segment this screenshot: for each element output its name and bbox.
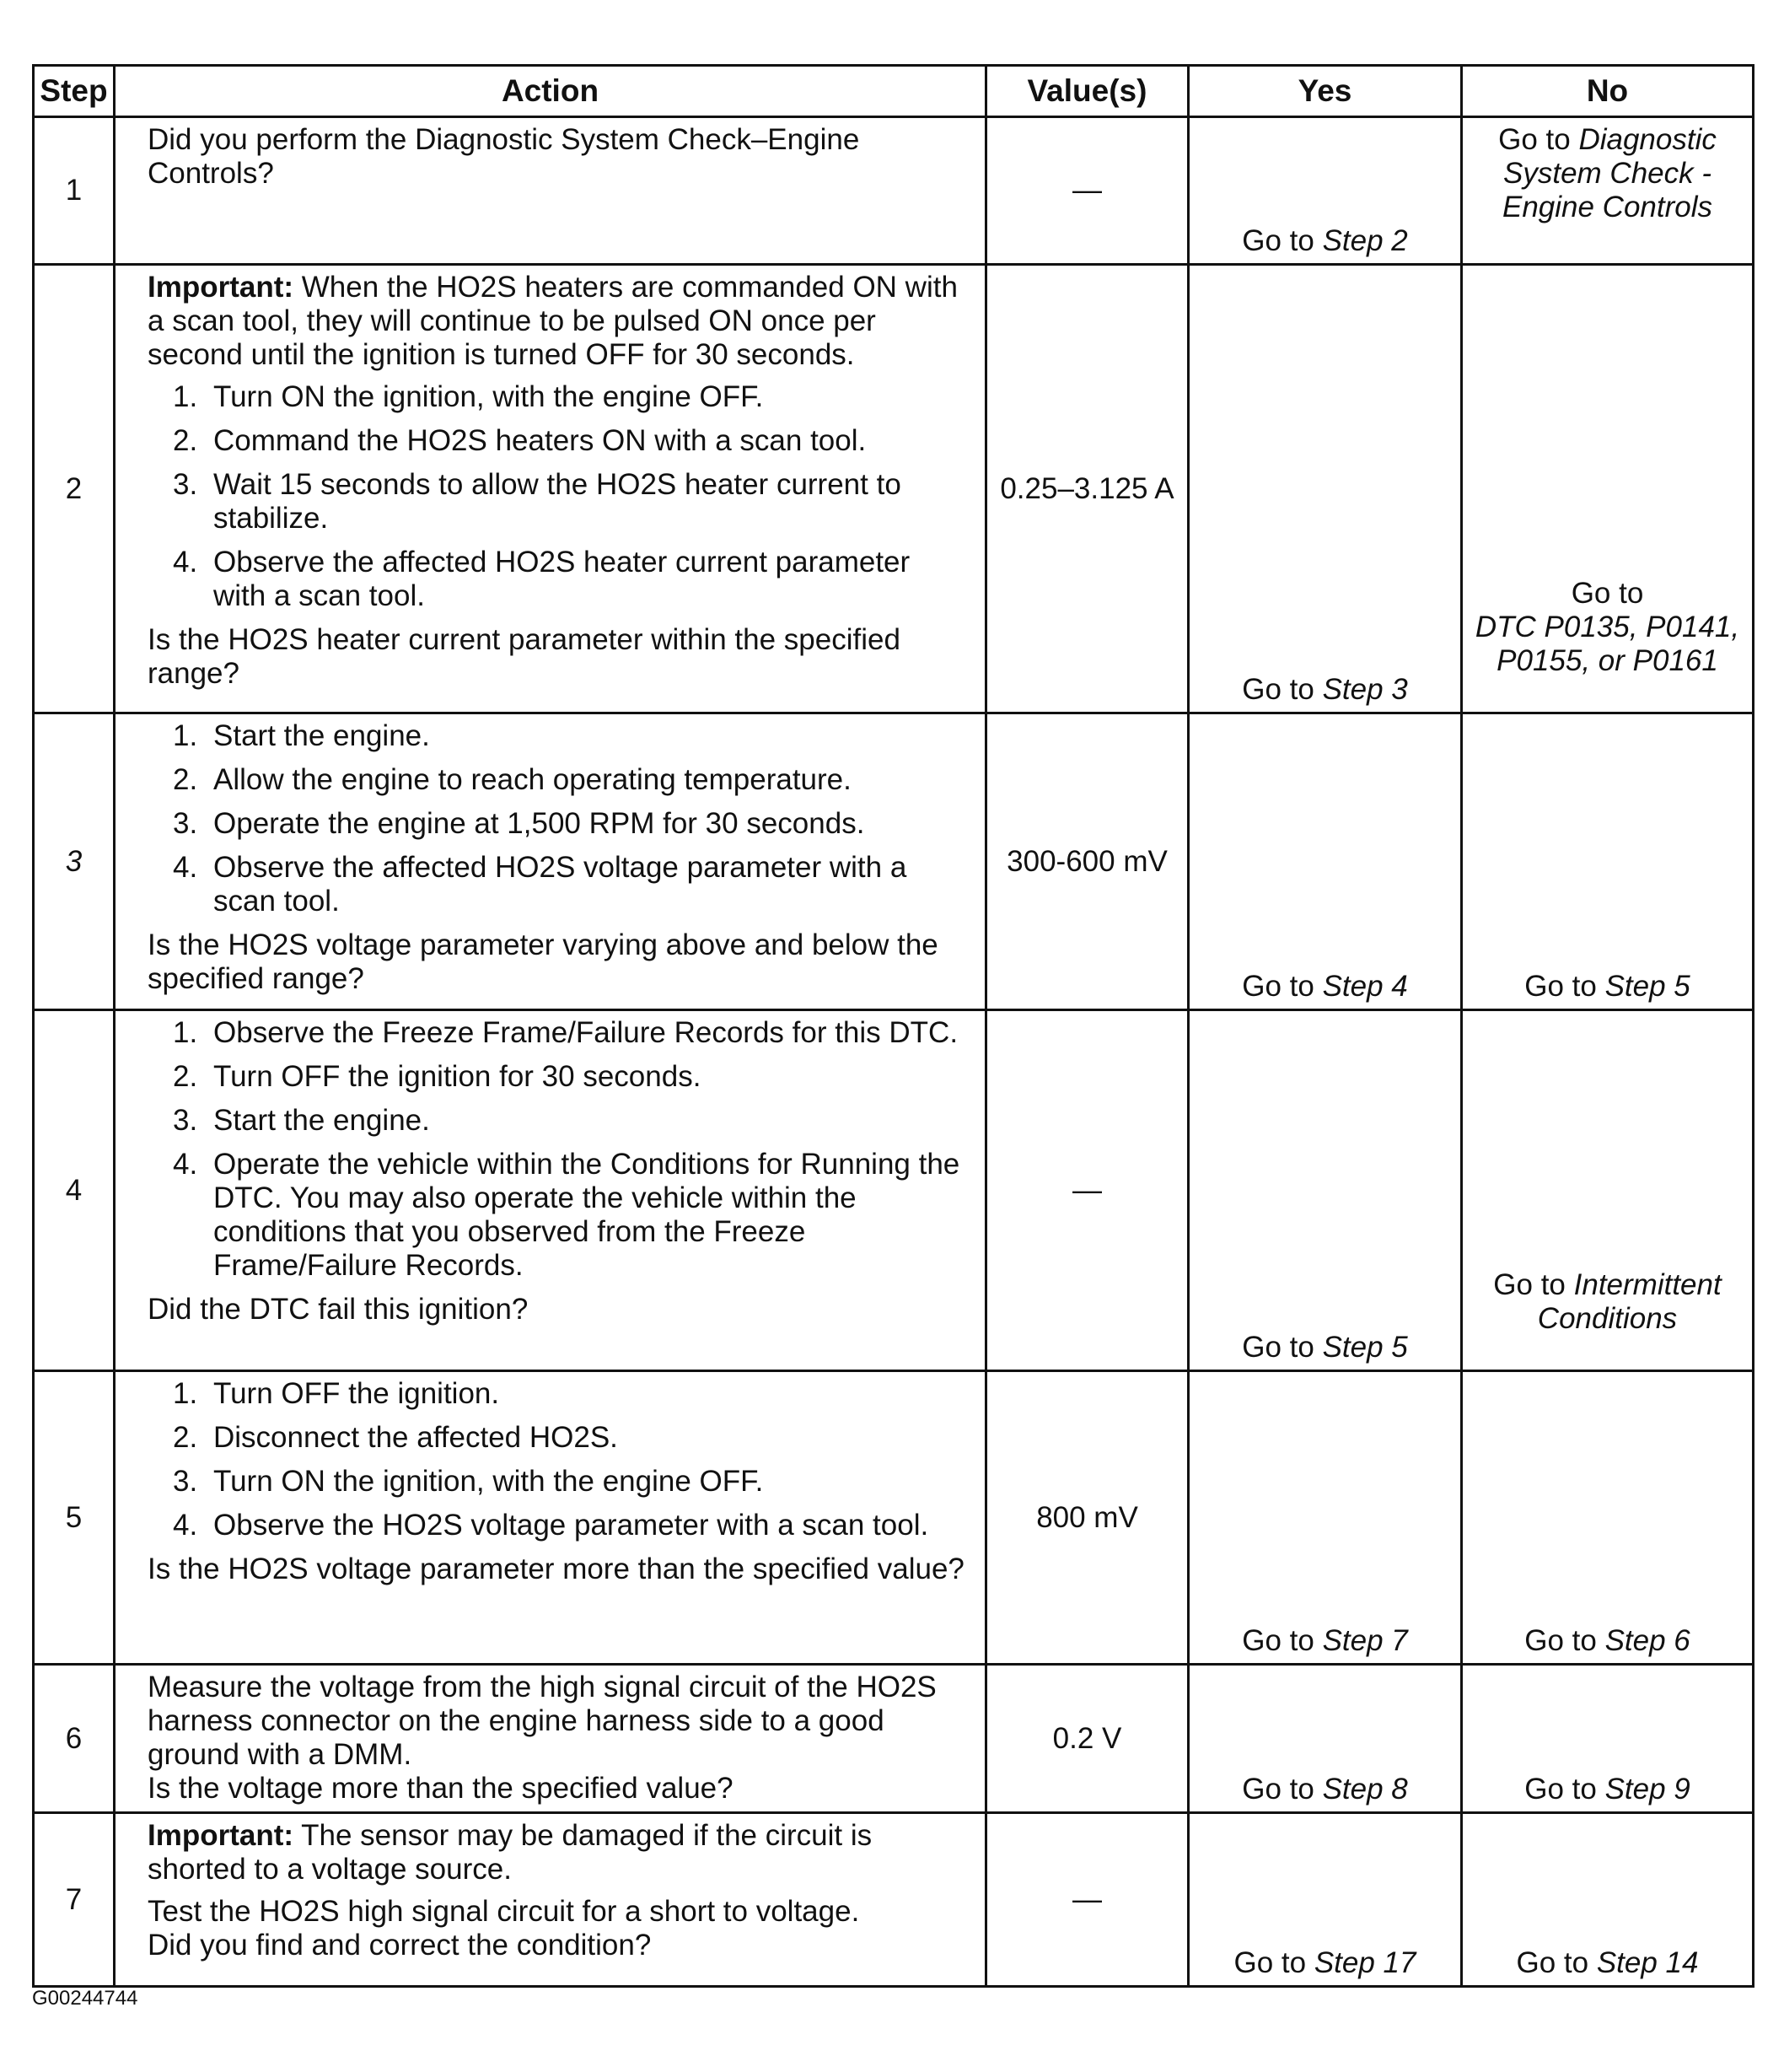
question-text: Is the voltage more than the specified value? (148, 1772, 733, 1805)
no-link[interactable]: Diagnostic System Check - Engine Controls (1502, 123, 1717, 223)
action-cell (115, 265, 986, 713)
yes-prefix: Go to (1242, 1331, 1323, 1364)
yes-cell (1189, 713, 1462, 1010)
yes-prefix: Go to (1242, 673, 1323, 706)
question-text: Is the HO2S voltage parameter varying above and below the specified range? (148, 928, 938, 995)
yes-prefix: Go to (1242, 224, 1323, 257)
yes-cell (1189, 117, 1462, 265)
question-text: Did you find and correct the condition? (148, 1929, 652, 1962)
step-number: 2 (34, 265, 115, 713)
table-row (34, 1010, 1754, 1371)
list-item: 3. Start the engine. (173, 1104, 430, 1137)
yes-cell (1189, 1371, 1462, 1665)
list-item: 4. Observe the affected HO2S heater current parameter with a scan tool. (173, 546, 911, 612)
yes-prefix: Go to (1242, 1624, 1323, 1657)
table-row (34, 713, 1754, 1010)
no-prefix: Go to (1516, 1946, 1597, 1979)
important-label: Important: (148, 1819, 294, 1852)
yes-cell (1189, 265, 1462, 713)
no-link[interactable]: Step 5 (1604, 970, 1690, 1003)
no-cell (1462, 1665, 1754, 1813)
no-cell (1462, 1813, 1754, 1987)
no-link[interactable]: Intermittent Conditions (1537, 1268, 1722, 1335)
no-link[interactable]: Step 6 (1604, 1624, 1690, 1657)
table-row (34, 1813, 1754, 1987)
diagnostic-table (32, 64, 1754, 1988)
yes-link[interactable]: Step 7 (1322, 1624, 1408, 1657)
list-item: 1. Turn ON the ignition, with the engine OFF. (173, 380, 764, 413)
header-action: Action (115, 66, 986, 117)
list-item: 1. Observe the Freeze Frame/Failure Records for this DTC. (173, 1016, 959, 1049)
table-row (34, 117, 1754, 265)
important-note (148, 271, 968, 372)
value-cell: — (986, 1813, 1189, 1987)
yes-link[interactable]: Step 4 (1322, 970, 1408, 1003)
no-cell (1462, 265, 1754, 713)
table-row (34, 265, 1754, 713)
list-item: 2. Turn OFF the ignition for 30 seconds. (173, 1060, 701, 1093)
yes-link[interactable]: Step 8 (1322, 1773, 1408, 1806)
yes-prefix: Go to (1242, 970, 1323, 1003)
no-cell (1462, 1371, 1754, 1665)
yes-link[interactable]: Step 3 (1322, 673, 1408, 706)
step-number: 3 (34, 713, 115, 1010)
value-cell: — (986, 1010, 1189, 1371)
no-link[interactable]: Step 14 (1596, 1946, 1699, 1979)
step-number: 5 (34, 1371, 115, 1665)
header-no: No (1462, 66, 1754, 117)
yes-link[interactable]: Step 5 (1322, 1331, 1408, 1364)
list-item: 2. Allow the engine to reach operating temperature. (173, 763, 852, 796)
yes-cell (1189, 1813, 1462, 1987)
list-item: 2. Disconnect the affected HO2S. (173, 1421, 618, 1454)
no-prefix: Go to (1498, 123, 1579, 156)
no-cell (1462, 117, 1754, 265)
yes-link[interactable]: Step 17 (1314, 1946, 1416, 1979)
no-link[interactable]: Step 9 (1604, 1773, 1690, 1806)
no-prefix: Go to (1524, 970, 1605, 1003)
value-cell: 800 mV (986, 1371, 1189, 1665)
yes-prefix: Go to (1233, 1946, 1314, 1979)
list-item: 3. Turn ON the ignition, with the engine OFF. (173, 1465, 764, 1498)
procedure-list (148, 380, 968, 613)
question-text: Is the HO2S heater current parameter within the specified range? (148, 623, 900, 690)
action-text: Test the HO2S high signal circuit for a short to voltage. (148, 1895, 860, 1928)
no-prefix: Go to (1524, 1773, 1605, 1806)
yes-cell (1189, 1665, 1462, 1813)
list-item: 4. Observe the HO2S voltage parameter with a scan tool. (173, 1509, 929, 1542)
document-id: G00244744 (32, 1987, 138, 2010)
table-row (34, 1665, 1754, 1813)
list-item: 4. Observe the affected HO2S voltage parameter with a scan tool. (173, 851, 907, 918)
yes-prefix: Go to (1242, 1773, 1323, 1806)
important-text: The sensor may be damaged if the circuit is shorted to a voltage source. (148, 1819, 873, 1886)
important-text: When the HO2S heaters are commanded ON with a scan tool, they will continue to be pulsed ON once per second until the ignition is turned OFF for 30 seconds. (148, 271, 958, 371)
value-cell: 0.25–3.125 A (986, 265, 1189, 713)
header-value: Value(s) (986, 66, 1189, 117)
action-cell (115, 117, 986, 265)
no-prefix: Go to (1524, 1624, 1605, 1657)
question-text: Did the DTC fail this ignition? (148, 1293, 529, 1326)
header-yes: Yes (1189, 66, 1462, 117)
list-item: 4. Operate the vehicle within the Conditions for Running the DTC. You may also operate the vehicle within the conditions that you observed from the Freeze Frame/Failure Records. (173, 1148, 960, 1282)
list-item: 1. Turn OFF the ignition. (173, 1377, 500, 1410)
no-link[interactable]: DTC P0135, P0141, P0155, or P0161 (1475, 611, 1740, 677)
no-prefix: Go to (1493, 1268, 1574, 1301)
action-text: Measure the voltage from the high signal circuit of the HO2S harness connector on the engine harness side to a good ground with a DMM. (148, 1671, 937, 1771)
value-cell: 0.2 V (986, 1665, 1189, 1813)
yes-cell (1189, 1010, 1462, 1371)
list-item: 1. Start the engine. (173, 719, 430, 752)
yes-link[interactable]: Step 2 (1322, 224, 1408, 257)
no-cell (1462, 713, 1754, 1010)
action-text: Did you perform the Diagnostic System Check–Engine Controls? (148, 123, 860, 190)
action-cell (115, 713, 986, 1010)
list-item: 3. Wait 15 seconds to allow the HO2S heater current to stabilize. (173, 468, 901, 535)
procedure-list (148, 719, 968, 918)
step-number: 4 (34, 1010, 115, 1371)
step-number: 7 (34, 1813, 115, 1987)
table-row (34, 1371, 1754, 1665)
header-step: Step (34, 66, 115, 117)
action-cell (115, 1371, 986, 1665)
no-cell (1462, 1010, 1754, 1371)
header-row (34, 66, 1754, 117)
procedure-list (148, 1016, 968, 1283)
value-cell: 300-600 mV (986, 713, 1189, 1010)
step-number: 6 (34, 1665, 115, 1813)
value-cell: — (986, 117, 1189, 265)
step-number: 1 (34, 117, 115, 265)
procedure-list (148, 1377, 968, 1542)
action-cell (115, 1813, 986, 1987)
list-item: 3. Operate the engine at 1,500 RPM for 30 seconds. (173, 807, 865, 840)
action-cell (115, 1010, 986, 1371)
important-label: Important: (148, 271, 294, 304)
diagnostic-table-sheet (32, 64, 1752, 1988)
no-prefix: Go to (1571, 577, 1644, 610)
list-item: 2. Command the HO2S heaters ON with a scan tool. (173, 424, 867, 457)
important-note (148, 1819, 968, 1886)
question-text: Is the HO2S voltage parameter more than the specified value? (148, 1553, 965, 1585)
action-cell (115, 1665, 986, 1813)
